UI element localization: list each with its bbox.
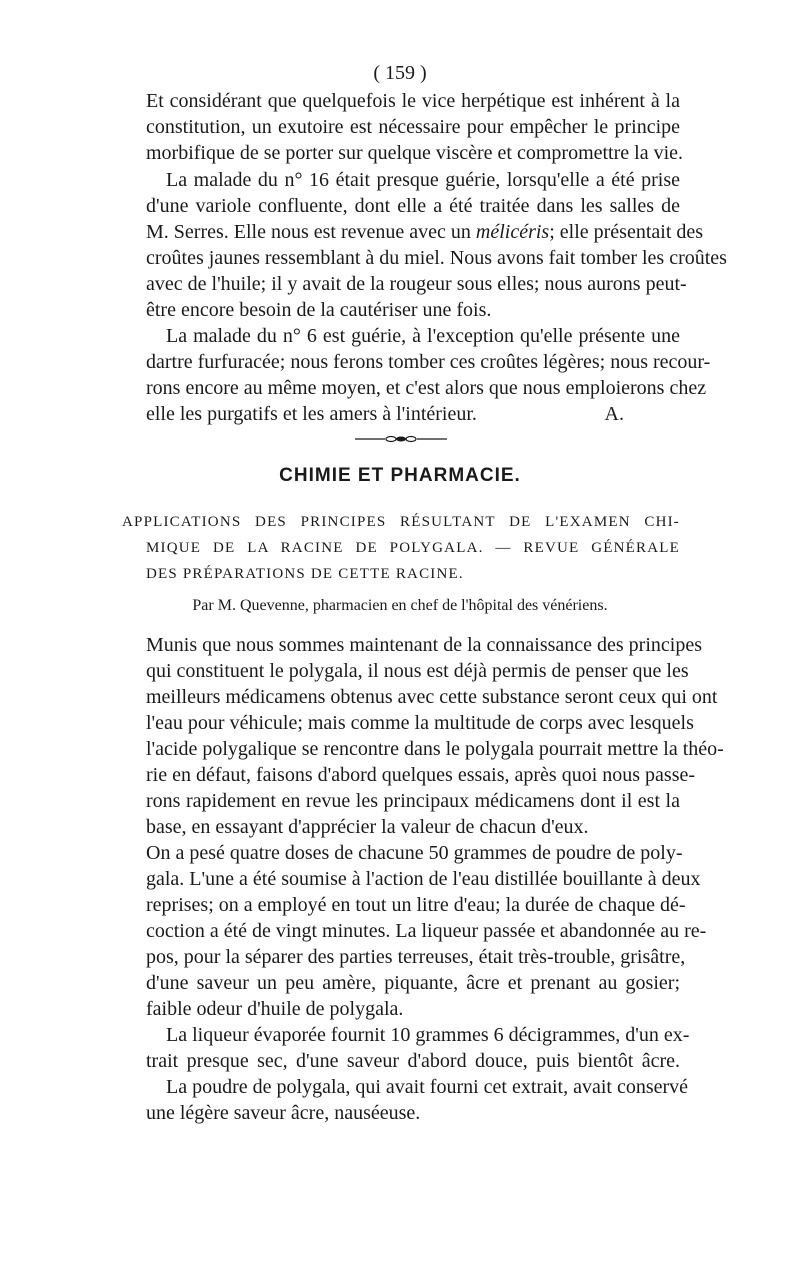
text-line: l'acide polygalique se rencontre dans le polygala pourrait mettre la théo-: [146, 738, 724, 760]
text-segment: ; elle présentait des: [549, 221, 704, 243]
text-line: gala. L'une a été soumise à l'action de l'eau distillée bouillante à deux: [146, 868, 701, 890]
text-line: meilleurs médicamens obtenus avec cette substance seront ceux qui ont: [146, 686, 718, 708]
text-line: l'eau pour véhicule; mais comme la multitude de corps avec lesquels: [146, 712, 694, 734]
text-line: rons encore au même moyen, et c'est alors que nous emploierons chez: [146, 377, 707, 399]
text-line: avec de l'huile; il y avait de la rougeur sous elles; nous aurons peut-: [146, 273, 687, 295]
text-line: La malade du n° 6 est guérie, à l'exception qu'elle présente une: [166, 325, 680, 347]
text-line: trait presque sec, d'une saveur d'abord douce, puis bientôt âcre.: [146, 1050, 680, 1072]
subtitle-line: DES PRÉPARATIONS DE CETTE RACINE.: [146, 566, 464, 582]
italic-term: mélicéris: [475, 221, 550, 243]
text-line: La poudre de polygala, qui avait fourni cet extrait, avait conservé: [166, 1076, 689, 1098]
last-line: [146, 401, 680, 427]
text-line: d'une variole confluente, dont elle a été traitée dans les salles de: [146, 195, 680, 217]
text-segment: elle les purgatifs et les amers à l'intérieur.: [146, 403, 477, 425]
text-line: pos, pour la séparer des parties terreuses, était très-trouble, grisâtre,: [146, 946, 686, 968]
text-line: constitution, un exutoire est nécessaire pour empêcher le principe: [146, 116, 680, 138]
text-line: être encore besoin de la cautériser une fois.: [146, 299, 492, 321]
text-line: La malade du n° 16 était presque guérie, lorsqu'elle a été prise: [166, 169, 680, 191]
text-line: une légère saveur âcre, nauséeuse.: [146, 1102, 421, 1124]
page-number: ( 159 ): [373, 62, 427, 84]
text-line: Et considérant que quelquefois le vice herpétique est inhérent à la: [146, 90, 680, 112]
text-line: d'une saveur un peu amère, piquante, âcre et prenant au gosier;: [146, 972, 680, 994]
text-line: rons rapidement en revue les principaux médicamens dont il est la: [146, 790, 680, 812]
text-segment: M. Serres. Elle nous est revenue avec un: [146, 221, 476, 243]
text-line: croûtes jaunes ressemblant à du miel. Nous avons fait tomber les croûtes: [146, 247, 727, 269]
subtitle-line: MIQUE DE LA RACINE DE POLYGALA. — REVUE GÉNÉRALE: [146, 540, 680, 556]
section-title: CHIMIE ET PHARMACIE.: [279, 465, 521, 486]
text-line: rie en défaut, faisons d'abord quelques essais, après quoi nous passe-: [146, 764, 696, 786]
signature: A.: [604, 403, 624, 425]
text-line: Munis que nous sommes maintenant de la connaissance des principes: [146, 634, 702, 656]
text-line: faible odeur d'huile de polygala.: [146, 998, 404, 1020]
text-line: dartre furfuracée; nous ferons tomber ces croûtes légères; nous recour-: [146, 351, 711, 373]
text-line: base, en essayant d'apprécier la valeur de chacun d'eux.: [146, 816, 589, 838]
text-line-serres: [146, 219, 704, 245]
ornamental-divider: [355, 435, 447, 443]
text-line: morbifique de se porter sur quelque viscère et compromettre la vie.: [146, 142, 684, 164]
subtitle-line: APPLICATIONS DES PRINCIPES RÉSULTANT DE L'EXAMEN CHI-: [122, 514, 680, 530]
text-line: qui constituent le polygala, il nous est déjà permis de penser que les: [146, 660, 689, 682]
text-line: reprises; on a employé en tout un litre d'eau; la durée de chaque dé-: [146, 894, 686, 916]
text-line: coction a été de vingt minutes. La liqueur passée et abandonnée au re-: [146, 920, 707, 942]
text-line: La liqueur évaporée fournit 10 grammes 6 décigrammes, d'un ex-: [166, 1024, 690, 1046]
byline: Par M. Quevenne, pharmacien en chef de l'hôpital des vénériens.: [192, 597, 608, 614]
text-line: On a pesé quatre doses de chacune 50 grammes de poudre de poly-: [146, 842, 683, 864]
